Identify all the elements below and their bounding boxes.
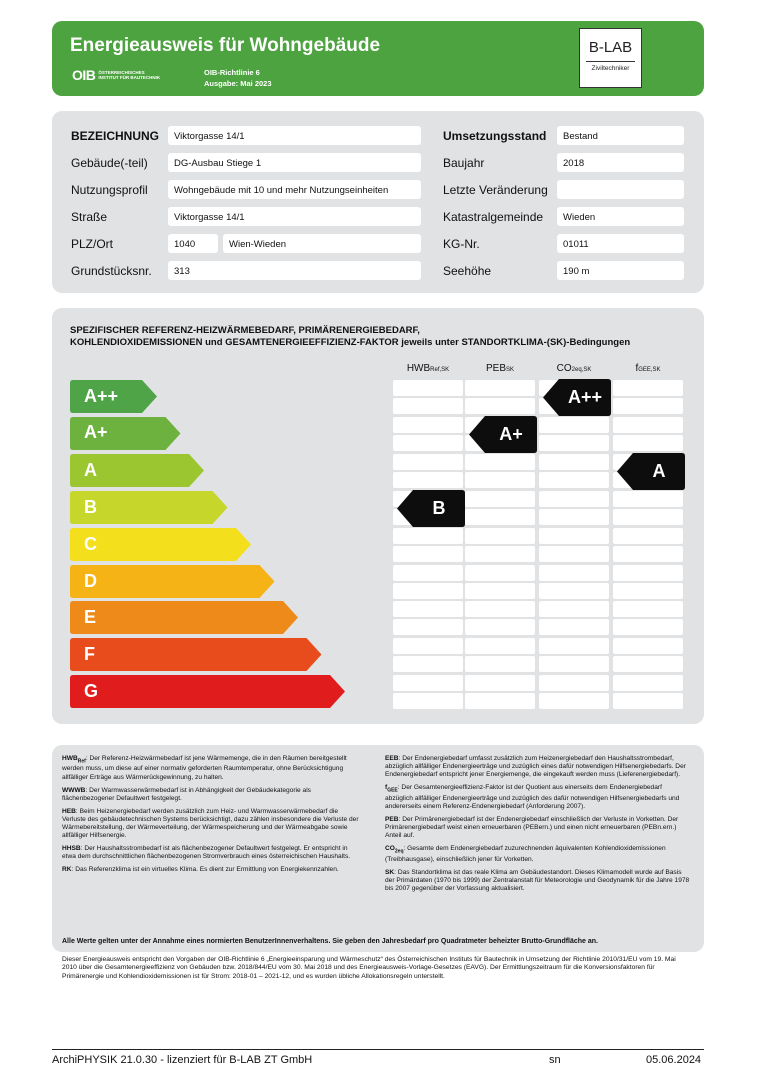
rating-grid-cell: [393, 454, 463, 470]
rating-grid-cell: [393, 583, 463, 599]
rating-grid-cell: [465, 546, 535, 562]
bezeichnung-label: BEZEICHNUNG: [71, 129, 160, 143]
energy-class-f: [70, 638, 323, 671]
energy-class-label: E: [84, 607, 97, 628]
rating-grid-cell: [393, 472, 463, 488]
energy-class-c: [70, 528, 252, 561]
definition-term: SK: [385, 868, 395, 876]
plz-ort-label: PLZ/Ort: [71, 237, 114, 251]
rating-grid-cell: [539, 472, 609, 488]
rating-marker-label: A++: [567, 387, 603, 407]
header-banner: [52, 21, 704, 96]
rating-grid-cell: [613, 601, 683, 617]
rating-grid-cell: [613, 528, 683, 544]
oib-institute: [98, 70, 160, 81]
company-logo: [579, 28, 642, 88]
column-header-hwb: [393, 363, 463, 374]
rating-grid-cell: [393, 417, 463, 433]
rating-marker-fgee: [617, 453, 685, 490]
footer-software: ArchiPHYSIK 21.0.30 - lizenziert für B-LAB ZT GmbH: [52, 1054, 313, 1066]
rating-grid-cell: [613, 583, 683, 599]
legal-footnote: Dieser Energieausweis entspricht den Vorgaben der OIB-Richtlinie 6 „Energieeinsparung und Wärmeschutz“ des Österreichischen Instituts für Bautechnik in Umsetzung der Richtlinie 2010/31/EU vom 19. Mai 2010 über die Gesamtenergieeffizienz von Gebäuden bzw. 2018/844/EU vom 30. Mai 2018 und des Energieausweis-Vorlage-Gesetzes (EAVG). Der Ermittlungszeitraum für die Konversionsfaktoren für Primärenergie und Kohlendioxidemissionen ist für Strom: 2018-01 – 2021-12, und es wurden übliche Allokationsregeln unterstellt.: [62, 956, 676, 980]
rating-grid-cell: [465, 693, 535, 709]
nutzungsprofil-value: Wohngebäude mit 10 und mehr Nutzungseinheiten: [168, 180, 421, 199]
rating-grid-cell: [613, 638, 683, 654]
column-hwb-sub: Ref,SK: [430, 367, 450, 373]
rating-grid-cell: [393, 435, 463, 451]
definition-term: $HWB_{Ref}$: [62, 755, 86, 765]
grundstueck-value: 313: [168, 261, 421, 280]
footer-divider: [52, 1049, 704, 1050]
definition-item: [385, 845, 691, 864]
column-hwb-main: HWB: [406, 363, 431, 374]
rating-marker-co2: [543, 379, 611, 416]
energy-class-shape: [70, 528, 251, 561]
energy-rating-panel: [52, 308, 704, 724]
column-header-peb: [465, 363, 535, 374]
strasse-value: Viktorgasse 14/1: [168, 207, 421, 226]
definition-item: [385, 784, 691, 811]
rating-grid-cell: [539, 491, 609, 507]
rating-grid-cell: [539, 656, 609, 672]
rating-grid-cell: [539, 693, 609, 709]
rating-grid-cell: [539, 509, 609, 525]
rating-grid-cell: [465, 656, 535, 672]
energy-class-arrow: [70, 565, 276, 598]
definitions-note: Alle Werte gelten unter der Annahme eines normierten BenutzerInnenverhaltens. Sie geben den Jahresbedarf pro Quadratmeter beheizter Brutto-Grundfläche an.: [62, 938, 599, 945]
energy-class-label: C: [84, 533, 97, 554]
energy-class-arrow: [70, 638, 323, 671]
definitions-panel: [52, 745, 704, 952]
rating-grid-cell: [393, 398, 463, 414]
rating-grid-cell: [465, 528, 535, 544]
rating-grid-cell: [465, 472, 535, 488]
rating-grid-cell: [465, 583, 535, 599]
rating-grid-cell: [539, 565, 609, 581]
veraenderung-value: [557, 180, 684, 199]
energy-class-aplusplus: [70, 380, 158, 413]
rating-grid-cell: [465, 619, 535, 635]
rating-grid-cell: [393, 656, 463, 672]
energy-class-shape: [70, 675, 345, 708]
rating-grid-cell: [393, 601, 463, 617]
grundstueck-label: Grundstücksnr.: [71, 264, 152, 278]
definition-text: : Gesamte dem Endenergiebedarf zuzurechnenden äquivalenten Kohlendioxidemissionen (Treibhausgase), einschließlich jener für Vorketten.: [385, 845, 666, 863]
definition-text: : Der Referenz-Heizwärmebedarf ist jene Wärmemenge, die in den Räumen bereitgestellt werden muss, um diese auf einer normativ geforderten Raumtemperatur, ohne Berücksichtigung allfälliger Erträge aus Wärmerückgewinnung, zu halten.: [62, 755, 347, 781]
rating-grid-cell: [393, 565, 463, 581]
rating-grid-cell: [613, 435, 683, 451]
rating-grid-cell: [393, 675, 463, 691]
definition-term: WWWB: [62, 786, 86, 794]
rating-grid-cell: [539, 454, 609, 470]
column-peb-main: PEB: [485, 363, 506, 374]
definition-text: : Der Warmwasserwärmebedarf ist in Abhängigkeit der Gebäudekategorie als flächenbezogener Defaultwert festgelegt.: [62, 786, 311, 802]
rating-grid-cell: [613, 491, 683, 507]
definition-item: [62, 787, 362, 803]
definition-term: $f_{GEE}$: [385, 784, 398, 794]
definition-item: [385, 816, 691, 840]
energy-title: [70, 325, 630, 349]
energy-class-a: [70, 454, 205, 487]
energy-class-b: [70, 491, 229, 524]
energy-class-shape: [70, 638, 322, 671]
company-logo-divider: [586, 61, 635, 62]
rating-grid-cell: [613, 656, 683, 672]
definition-text: : Der Endenergiebedarf umfasst zusätzlich zum Heizenergiebedarf den Haushaltsstrombedarf, abzüglich allfälliger Endenergieerträge und zuzüglich eines dafür notwendigen Hilfsenergiebedarfs. Der Endenergiebedarf entspricht jener Energiemenge, die eingekauft werden muss (Lieferenergiebedarf).: [385, 755, 686, 779]
column-co2-main: CO: [556, 363, 572, 374]
rating-grid-cell: [539, 583, 609, 599]
energy-class-label: D: [84, 570, 97, 591]
column-peb-sub: SK: [506, 367, 515, 373]
rating-grid-cell: [539, 417, 609, 433]
column-fgee-sub: GEE,SK: [638, 367, 661, 373]
rating-grid-cell: [393, 619, 463, 635]
definition-text: : Der Gesamtenergieeffizienz-Faktor ist der Quotient aus einerseits dem Endenergiebedarf abzüglich allfälliger Endenergieerträge und zuzüglich des dafür notwendigen Hilfsenergiebedarfs und andererseits einem Referenz-Endenergiebedarf (Anforderung 2007).: [385, 784, 680, 810]
footer-author: sn: [549, 1054, 561, 1066]
energy-class-label: A+: [84, 421, 108, 442]
gebaeudeteil-label: Gebäude(-teil): [71, 156, 148, 170]
strasse-label: Straße: [71, 210, 108, 224]
energy-class-label: A++: [84, 386, 119, 406]
umsetzung-label: Umsetzungsstand: [443, 129, 547, 143]
definitions-left: [62, 755, 362, 879]
ausgabe: Ausgabe: Mai 2023: [204, 79, 272, 88]
rating-grid-cell: [613, 693, 683, 709]
definition-term: EEB: [385, 755, 399, 762]
rating-marker-label: B: [432, 497, 446, 518]
rating-marker-peb: [469, 416, 537, 453]
energy-title-line2: KOHLENDIOXIDEMISSIONEN und GESAMTENERGIEEFFIZIENZ-FAKTOR jeweils unter STANDORTKLIMA-(SK)-Bedingungen: [70, 337, 631, 348]
rating-grid-cell: [465, 380, 535, 396]
column-header-co2: [539, 363, 609, 374]
rating-marker-label: A: [652, 460, 666, 481]
kgnr-label: KG-Nr.: [443, 237, 480, 251]
richtlinie-info: [204, 67, 272, 89]
definitions-right: [385, 755, 691, 898]
rating-grid-cell: [613, 417, 683, 433]
baujahr-label: Baujahr: [443, 156, 485, 170]
richtlinie: OIB-Richtlinie 6: [204, 68, 260, 77]
definition-item: [62, 808, 362, 840]
rating-grid-cell: [539, 528, 609, 544]
energy-class-g: [70, 675, 346, 708]
katastral-value: Wieden: [557, 207, 684, 226]
rating-grid-cell: [393, 693, 463, 709]
definition-text: : Der Primärenergiebedarf ist der Endenergiebedarf einschließlich der Verluste in Vorketten. Der Primärenergiebedarf weist einen erneuerbaren (PEBern.) und einen nicht erneuerbaren (PEBn.ern.) Anteil auf.: [385, 815, 679, 840]
column-co2-sub: 2eq,SK: [571, 367, 592, 373]
rating-grid-cell: [613, 619, 683, 635]
rating-grid-cell: [393, 380, 463, 396]
definition-term: HEB: [62, 807, 76, 815]
rating-grid-cell: [613, 398, 683, 414]
seehoehe-label: Seehöhe: [443, 264, 492, 278]
building-info-panel: [52, 111, 704, 293]
ort-value: Wien-Wieden: [223, 234, 421, 253]
footer-date: 05.06.2024: [646, 1054, 702, 1066]
bezeichnung-value: Viktorgasse 14/1: [168, 126, 421, 145]
energy-class-d: [70, 565, 276, 598]
rating-grid-cell: [465, 601, 535, 617]
rating-grid-cell: [539, 675, 609, 691]
definition-text: : Das Standortklima ist das reale Klima am Gebäudestandort. Dieses Klimamodell wurde auf Basis der Primärdaten (1970 bis 1999) der Zentralanstalt für Meteorologie und Geodynamik für die Jahre 1978 bis 2007 gegenüber der Vorfassung aktualisiert.: [385, 868, 690, 892]
rating-grid-cell: [465, 509, 535, 525]
rating-grid-cell: [539, 619, 609, 635]
definition-item: [62, 866, 362, 874]
rating-grid-cell: [393, 528, 463, 544]
company-subtitle: Ziviltechniker: [591, 65, 630, 72]
energy-class-label: F: [84, 644, 95, 665]
definition-item: [62, 755, 362, 782]
rating-grid-cell: [613, 675, 683, 691]
energy-class-shape: [70, 565, 275, 598]
rating-grid-cell: [465, 675, 535, 691]
rating-grid-cell: [465, 565, 535, 581]
definition-item: [385, 755, 691, 779]
energy-class-label: B: [84, 496, 97, 517]
plz-value: 1040: [168, 234, 218, 253]
energy-class-arrow: [70, 675, 346, 708]
definition-item: [62, 845, 362, 861]
oib-logo: [72, 67, 160, 83]
definition-term: RK: [62, 866, 72, 874]
energy-title-line1: SPEZIFISCHER REFERENZ-HEIZWÄRMEBEDARF, PRIMÄRENERGIEBEDARF,: [70, 325, 420, 336]
oib-logo-text: OIB: [72, 67, 96, 83]
oib-institute-line1: ÖSTERREICHISCHES: [98, 69, 145, 75]
definition-term: $CO_{2eq}$: [385, 845, 404, 855]
definition-text: : Der Haushaltsstrombedarf ist als flächenbezogener Defaultwert festgelegt. Er entspricht in etwa dem durchschnittlichen flächenbezogenen Stromverbrauch eines österreichischen Haushalts.: [62, 845, 351, 861]
column-header-fgee: [613, 363, 683, 374]
katastral-label: Katastralgemeinde: [443, 210, 544, 224]
rating-grid-cell: [613, 380, 683, 396]
column-fgee-main: f: [635, 363, 639, 374]
nutzungsprofil-label: Nutzungsprofil: [71, 183, 148, 197]
veraenderung-label: Letzte Veränderung: [443, 183, 548, 197]
oib-institute-line2: INSTITUT FÜR BAUTECHNIK: [98, 75, 161, 80]
rating-grid-cell: [539, 601, 609, 617]
energy-class-label: A: [84, 459, 97, 480]
rating-grid-cell: [465, 454, 535, 470]
baujahr-value: 2018: [557, 153, 684, 172]
rating-grid-cell: [539, 435, 609, 451]
definition-text: : Beim Heizenergiebedarf werden zusätzlich zum Heiz- und Warmwasserwärmebedarf die Verluste des gebäudetechnischen Systems berücksichtigt, dazu zählen insbesondere die Verluste der Wärmebereitstellung, der Wärmeverteilung, der Wärmespeicherung und der Wärmeabgabe sowie allfälliger Hilfsenergie.: [62, 807, 359, 840]
rating-marker-hwb: [397, 490, 465, 527]
company-name: B-LAB: [588, 39, 633, 56]
definition-item: [385, 869, 691, 893]
rating-grid-cell: [613, 509, 683, 525]
energy-class-arrow: [70, 601, 299, 634]
rating-grid-cell: [613, 565, 683, 581]
energy-class-label: G: [84, 681, 99, 702]
umsetzung-value: Bestand: [557, 126, 684, 145]
rating-grid-cell: [465, 491, 535, 507]
document-title: Energieausweis für Wohngebäude: [70, 35, 381, 56]
definition-term: HHSB: [62, 845, 81, 853]
energy-class-shape: [70, 601, 298, 634]
rating-grid-cell: [393, 546, 463, 562]
rating-grid-cell: [465, 638, 535, 654]
rating-grid-cell: [465, 398, 535, 414]
definition-term: PEB: [385, 815, 399, 823]
kgnr-value: 01011: [557, 234, 684, 253]
energy-class-arrow: [70, 528, 252, 561]
rating-grid-cell: [613, 546, 683, 562]
seehoehe-value: 190 m: [557, 261, 684, 280]
energy-class-aplus: [70, 417, 182, 450]
rating-marker-label: A+: [499, 423, 523, 444]
gebaeudeteil-value: DG-Ausbau Stiege 1: [168, 153, 421, 172]
rating-grid-cell: [539, 546, 609, 562]
rating-grid-cell: [393, 638, 463, 654]
energy-class-e: [70, 601, 299, 634]
definition-text: : Das Referenzklima ist ein virtuelles Klima. Es dient zur Ermittlung von Energiekennzahlen.: [71, 866, 339, 874]
rating-grid-cell: [539, 638, 609, 654]
